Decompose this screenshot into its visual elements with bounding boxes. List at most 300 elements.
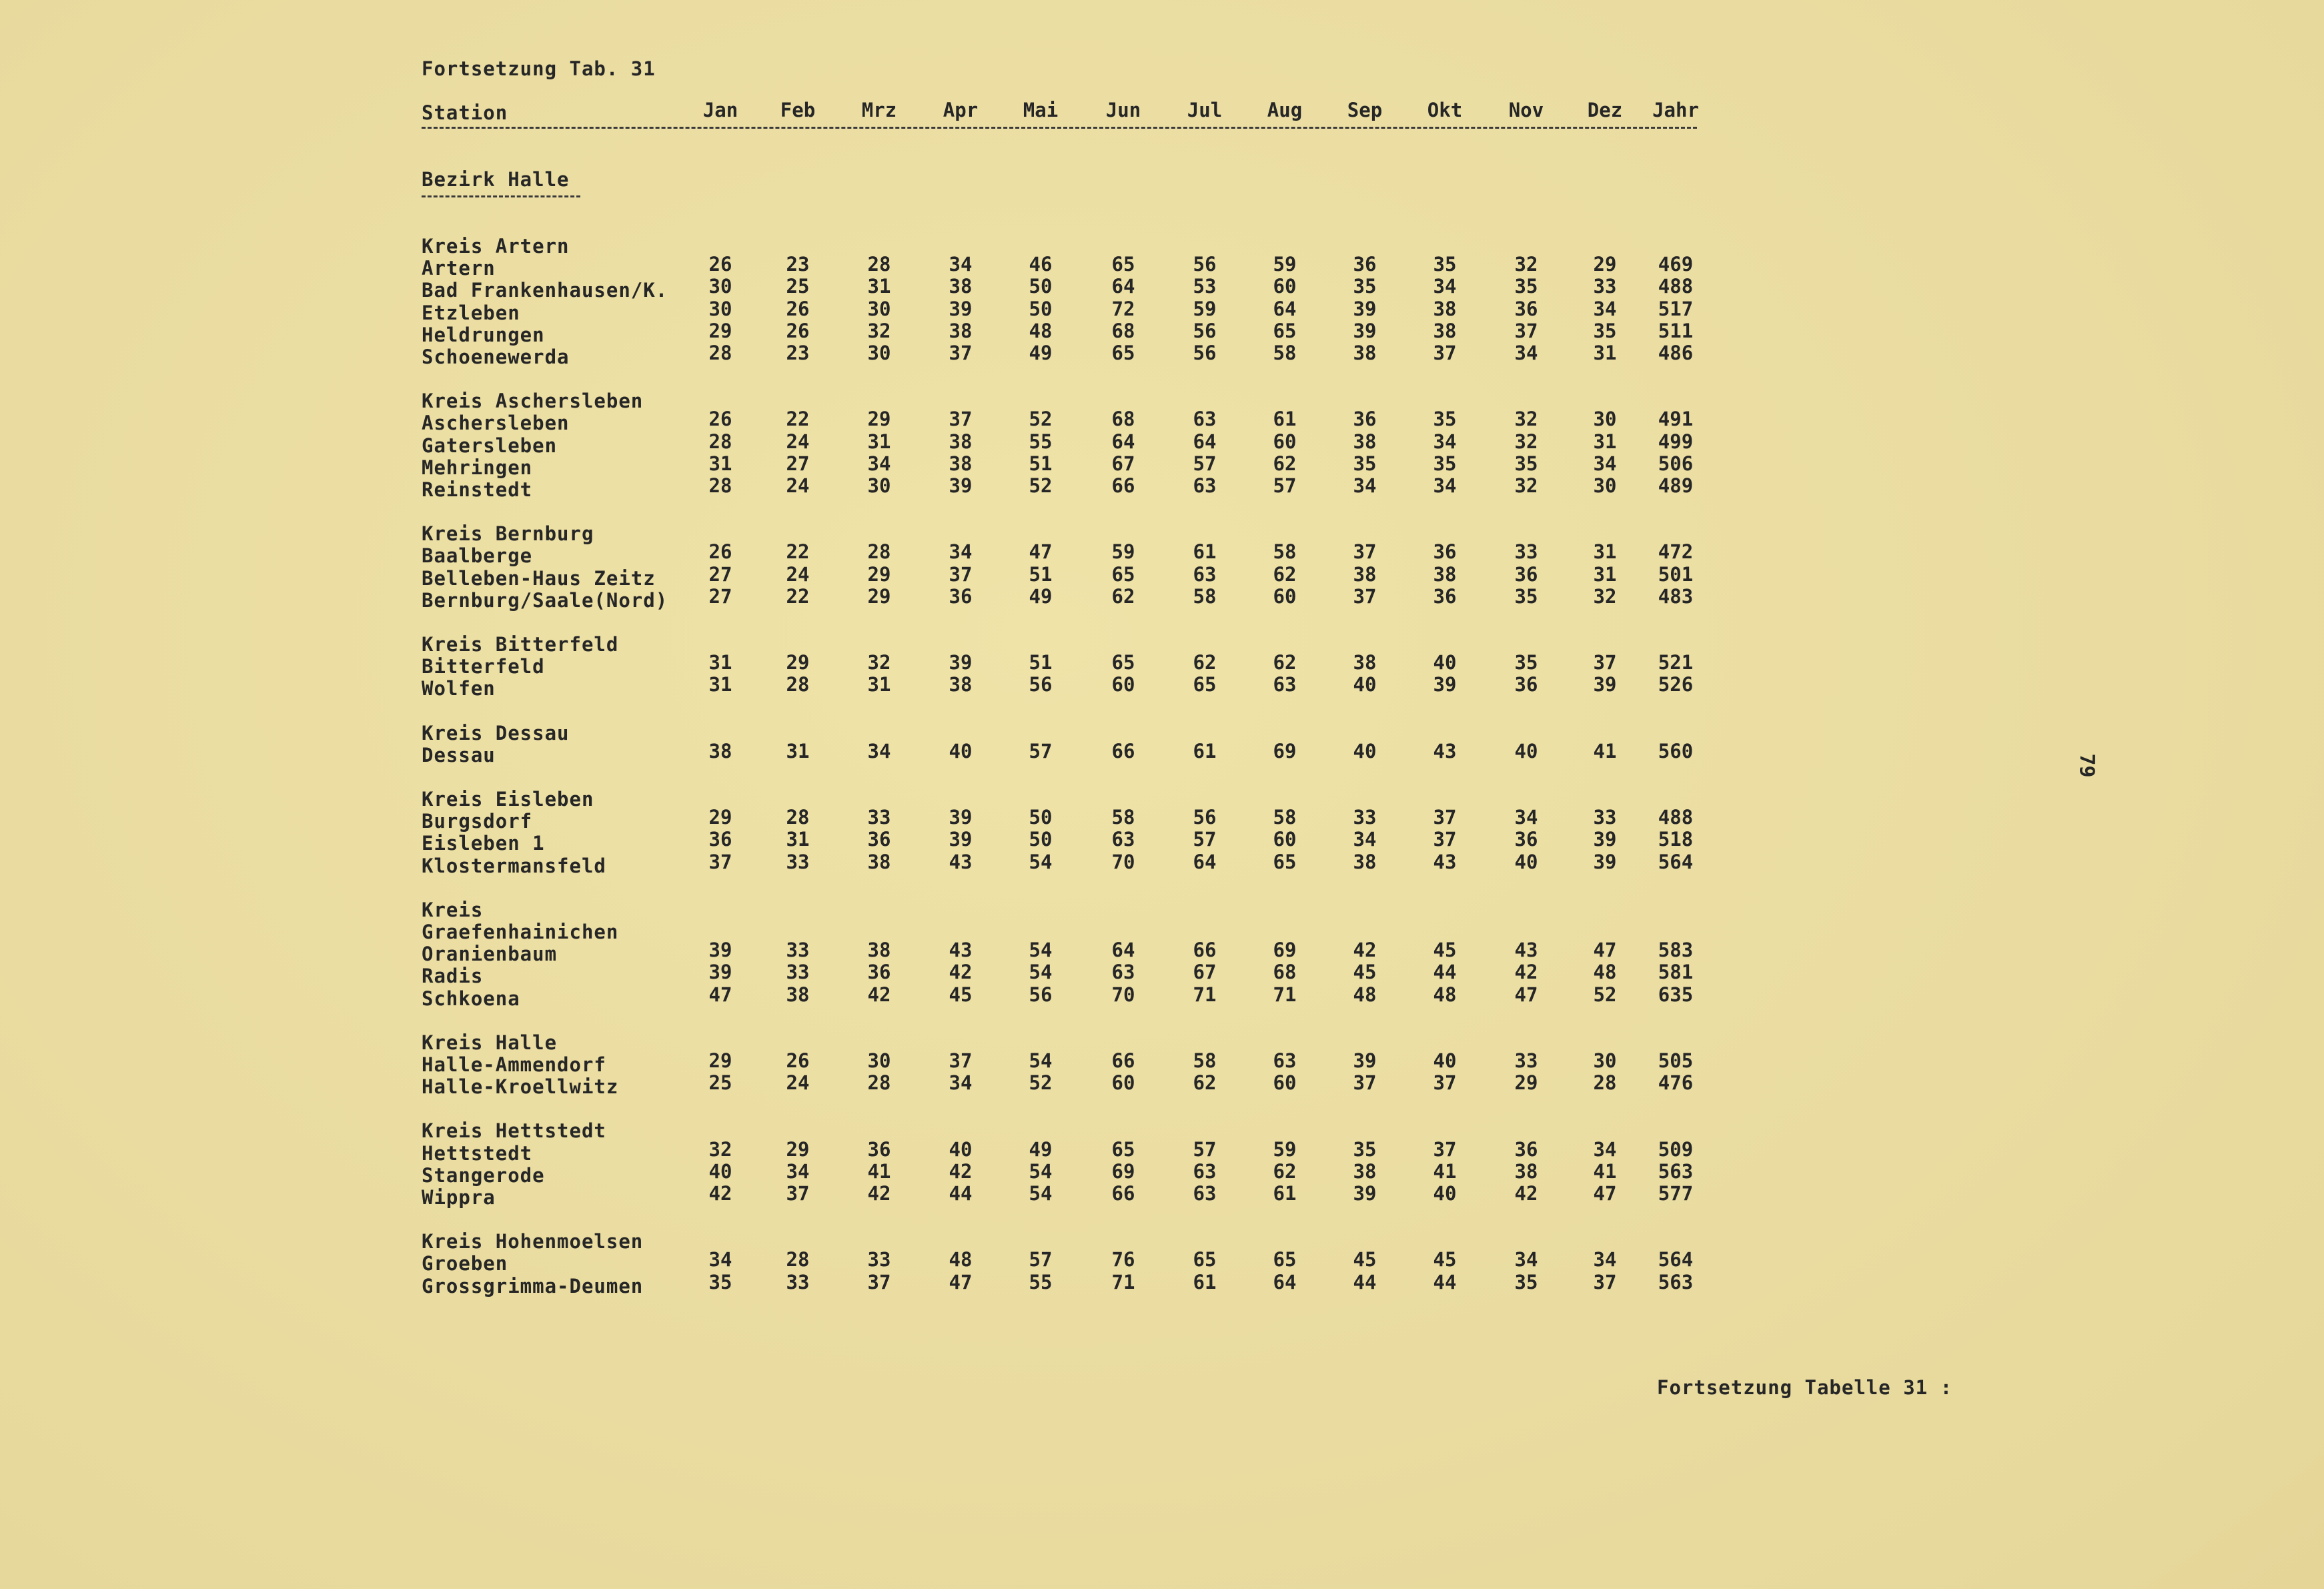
cell-jan: 28 — [708, 342, 732, 364]
cell-mai: 54 — [1029, 961, 1053, 984]
cell-mrz: 36 — [867, 1137, 891, 1161]
cell-mrz: 32 — [867, 651, 891, 674]
cell-mai: 54 — [1029, 1049, 1053, 1072]
cell-aug: 62 — [1273, 1159, 1297, 1183]
station-name: Schoenewerda — [422, 346, 570, 368]
cell-okt: 36 — [1433, 584, 1457, 608]
cell-nov: 32 — [1514, 474, 1538, 497]
cell-jul: 64 — [1193, 850, 1217, 873]
cell-nov: 36 — [1514, 673, 1538, 696]
cell-jan: 31 — [708, 452, 732, 475]
cell-dez: 29 — [1593, 253, 1617, 276]
cell-aug: 63 — [1273, 673, 1297, 696]
cell-mai: 57 — [1029, 1248, 1053, 1271]
kreis-heading: Kreis — [422, 898, 484, 921]
cell-sep: 35 — [1353, 1137, 1377, 1161]
cell-jul: 65 — [1193, 673, 1217, 696]
cell-jan: 25 — [708, 1071, 732, 1095]
cell-dez: 39 — [1593, 850, 1617, 873]
cell-jun: 70 — [1111, 850, 1135, 873]
cell-jun: 68 — [1111, 319, 1135, 342]
cell-jan: 31 — [708, 651, 732, 674]
column-header-jun: Jun — [1105, 99, 1141, 121]
cell-mai: 57 — [1029, 739, 1053, 762]
cell-aug: 60 — [1273, 1071, 1297, 1095]
cell-okt: 45 — [1433, 1248, 1457, 1271]
station-name: Mehringen — [422, 456, 533, 479]
station-name: Bad Frankenhausen/K. — [422, 279, 668, 302]
cell-dez: 37 — [1593, 651, 1617, 674]
station-name: Reinstedt — [422, 478, 533, 501]
cell-feb: 28 — [786, 673, 810, 696]
cell-mrz: 41 — [867, 1159, 891, 1183]
cell-jahr: 499 — [1658, 430, 1694, 453]
cell-jahr: 526 — [1658, 673, 1694, 696]
cell-okt: 38 — [1433, 562, 1457, 586]
cell-feb: 25 — [786, 275, 810, 298]
column-header-station: Station — [422, 101, 508, 124]
cell-aug: 63 — [1273, 1049, 1297, 1072]
cell-jahr: 501 — [1658, 562, 1694, 586]
cell-apr: 44 — [949, 1182, 973, 1205]
cell-dez: 48 — [1593, 961, 1617, 984]
cell-apr: 40 — [949, 739, 973, 762]
cell-dez: 34 — [1593, 297, 1617, 320]
cell-sep: 38 — [1353, 430, 1377, 453]
cell-nov: 37 — [1514, 319, 1538, 342]
cell-sep: 39 — [1353, 1049, 1377, 1072]
footer-note: Fortsetzung Tabelle 31 : — [1657, 1376, 1953, 1399]
cell-mrz: 32 — [867, 319, 891, 342]
cell-dez: 41 — [1593, 739, 1617, 762]
cell-aug: 62 — [1273, 562, 1297, 586]
cell-jul: 58 — [1193, 584, 1217, 608]
cell-jun: 70 — [1111, 983, 1135, 1006]
cell-aug: 58 — [1273, 806, 1297, 829]
cell-okt: 35 — [1433, 452, 1457, 475]
kreis-heading: Kreis Halle — [422, 1031, 558, 1054]
station-name: Grossgrimma-Deumen — [422, 1274, 644, 1297]
cell-jul: 56 — [1193, 342, 1217, 364]
cell-feb: 38 — [786, 983, 810, 1006]
kreis-heading: Kreis Hohenmoelsen — [422, 1230, 644, 1253]
cell-apr: 34 — [949, 253, 973, 276]
cell-mai: 51 — [1029, 651, 1053, 674]
cell-jun: 68 — [1111, 408, 1135, 431]
cell-dez: 28 — [1593, 1071, 1617, 1095]
cell-mai: 47 — [1029, 540, 1053, 564]
cell-aug: 58 — [1273, 540, 1297, 564]
cell-sep: 48 — [1353, 983, 1377, 1006]
cell-mrz: 34 — [867, 452, 891, 475]
station-name: Dessau — [422, 743, 496, 766]
station-name: Aschersleben — [422, 412, 570, 435]
cell-sep: 44 — [1353, 1270, 1377, 1293]
cell-nov: 47 — [1514, 983, 1538, 1006]
cell-jahr: 506 — [1658, 452, 1694, 475]
cell-dez: 30 — [1593, 474, 1617, 497]
cell-feb: 22 — [786, 540, 810, 564]
cell-jahr: 472 — [1658, 540, 1694, 564]
cell-jan: 31 — [708, 673, 732, 696]
cell-okt: 45 — [1433, 939, 1457, 962]
cell-mrz: 36 — [867, 961, 891, 984]
cell-dez: 47 — [1593, 939, 1617, 962]
cell-mai: 54 — [1029, 1159, 1053, 1183]
cell-aug: 71 — [1273, 983, 1297, 1006]
cell-dez: 30 — [1593, 1049, 1617, 1072]
cell-feb: 24 — [786, 562, 810, 586]
cell-nov: 35 — [1514, 651, 1538, 674]
cell-dez: 41 — [1593, 1159, 1617, 1183]
cell-sep: 37 — [1353, 1071, 1377, 1095]
cell-okt: 37 — [1433, 1071, 1457, 1095]
cell-feb: 28 — [786, 1248, 810, 1271]
column-header-feb: Feb — [780, 99, 816, 121]
cell-dez: 32 — [1593, 584, 1617, 608]
cell-jul: 63 — [1193, 408, 1217, 431]
station-name: Hettstedt — [422, 1141, 533, 1165]
cell-jul: 63 — [1193, 1159, 1217, 1183]
cell-jun: 67 — [1111, 452, 1135, 475]
station-name: Bitterfeld — [422, 655, 545, 678]
cell-sep: 45 — [1353, 961, 1377, 984]
cell-feb: 31 — [786, 739, 810, 762]
station-name: Wolfen — [422, 677, 496, 700]
kreis-heading: Kreis Dessau — [422, 721, 570, 744]
cell-okt: 37 — [1433, 342, 1457, 364]
kreis-heading: Graefenhainichen — [422, 921, 619, 943]
cell-okt: 36 — [1433, 540, 1457, 564]
cell-jun: 62 — [1111, 584, 1135, 608]
cell-mai: 55 — [1029, 1270, 1053, 1293]
column-header-dez: Dez — [1587, 99, 1623, 121]
column-header-mai: Mai — [1023, 99, 1059, 121]
station-name: Groeben — [422, 1252, 508, 1275]
cell-mrz: 38 — [867, 939, 891, 962]
cell-jahr: 517 — [1658, 297, 1694, 320]
cell-jul: 56 — [1193, 806, 1217, 829]
cell-aug: 61 — [1273, 1182, 1297, 1205]
cell-apr: 38 — [949, 430, 973, 453]
cell-jul: 61 — [1193, 739, 1217, 762]
cell-okt: 44 — [1433, 961, 1457, 984]
cell-aug: 64 — [1273, 1270, 1297, 1293]
cell-apr: 39 — [949, 651, 973, 674]
cell-aug: 62 — [1273, 651, 1297, 674]
cell-okt: 34 — [1433, 275, 1457, 298]
cell-jun: 63 — [1111, 961, 1135, 984]
cell-nov: 38 — [1514, 1159, 1538, 1183]
cell-apr: 34 — [949, 540, 973, 564]
station-name: Oranienbaum — [422, 943, 558, 966]
cell-nov: 33 — [1514, 540, 1538, 564]
cell-dez: 31 — [1593, 562, 1617, 586]
cell-jahr: 581 — [1658, 961, 1694, 984]
cell-jahr: 564 — [1658, 850, 1694, 873]
cell-jun: 58 — [1111, 806, 1135, 829]
cell-nov: 36 — [1514, 562, 1538, 586]
cell-apr: 39 — [949, 828, 973, 851]
station-name: Belleben-Haus Zeitz — [422, 566, 656, 590]
kreis-heading: Kreis Eisleben — [422, 788, 594, 811]
cell-jahr: 563 — [1658, 1159, 1694, 1183]
cell-sep: 35 — [1353, 275, 1377, 298]
cell-okt: 41 — [1433, 1159, 1457, 1183]
cell-apr: 40 — [949, 1137, 973, 1161]
cell-sep: 39 — [1353, 319, 1377, 342]
cell-feb: 29 — [786, 1137, 810, 1161]
cell-okt: 35 — [1433, 408, 1457, 431]
cell-jan: 35 — [708, 1270, 732, 1293]
cell-mai: 54 — [1029, 850, 1053, 873]
station-name: Halle-Kroellwitz — [422, 1075, 619, 1099]
cell-jahr: 469 — [1658, 253, 1694, 276]
cell-feb: 26 — [786, 319, 810, 342]
cell-feb: 33 — [786, 1270, 810, 1293]
kreis-heading: Kreis Aschersleben — [422, 390, 644, 413]
cell-aug: 65 — [1273, 1248, 1297, 1271]
cell-okt: 34 — [1433, 430, 1457, 453]
cell-jan: 26 — [708, 253, 732, 276]
cell-jan: 40 — [708, 1159, 732, 1183]
cell-mrz: 29 — [867, 408, 891, 431]
cell-apr: 38 — [949, 673, 973, 696]
cell-feb: 22 — [786, 408, 810, 431]
cell-mai: 50 — [1029, 297, 1053, 320]
cell-dez: 35 — [1593, 319, 1617, 342]
cell-mai: 52 — [1029, 408, 1053, 431]
cell-sep: 37 — [1353, 540, 1377, 564]
cell-jahr: 560 — [1658, 739, 1694, 762]
cell-jan: 47 — [708, 983, 732, 1006]
cell-apr: 39 — [949, 474, 973, 497]
station-name: Artern — [422, 257, 496, 280]
station-name: Gatersleben — [422, 434, 558, 457]
kreis-heading: Kreis Artern — [422, 235, 570, 257]
cell-dez: 34 — [1593, 1248, 1617, 1271]
cell-mrz: 30 — [867, 1049, 891, 1072]
cell-sep: 45 — [1353, 1248, 1377, 1271]
cell-nov: 32 — [1514, 430, 1538, 453]
cell-okt: 43 — [1433, 850, 1457, 873]
cell-aug: 60 — [1273, 430, 1297, 453]
cell-nov: 40 — [1514, 739, 1538, 762]
cell-okt: 43 — [1433, 739, 1457, 762]
cell-apr: 45 — [949, 983, 973, 1006]
cell-nov: 34 — [1514, 342, 1538, 364]
cell-jul: 64 — [1193, 430, 1217, 453]
station-name: Eisleben 1 — [422, 832, 545, 855]
cell-feb: 33 — [786, 961, 810, 984]
cell-mai: 46 — [1029, 253, 1053, 276]
cell-jun: 72 — [1111, 297, 1135, 320]
cell-apr: 37 — [949, 562, 973, 586]
cell-jahr: 635 — [1658, 983, 1694, 1006]
cell-sep: 40 — [1353, 673, 1377, 696]
cell-jul: 57 — [1193, 1137, 1217, 1161]
page-number: 79 — [2075, 753, 2099, 778]
cell-aug: 59 — [1273, 1137, 1297, 1161]
cell-feb: 23 — [786, 342, 810, 364]
cell-jahr: 505 — [1658, 1049, 1694, 1072]
kreis-heading: Kreis Bitterfeld — [422, 633, 619, 656]
cell-jahr: 476 — [1658, 1071, 1694, 1095]
cell-mrz: 42 — [867, 1182, 891, 1205]
cell-dez: 39 — [1593, 828, 1617, 851]
cell-apr: 47 — [949, 1270, 973, 1293]
cell-jun: 65 — [1111, 342, 1135, 364]
cell-dez: 34 — [1593, 1137, 1617, 1161]
cell-mrz: 42 — [867, 983, 891, 1006]
cell-okt: 34 — [1433, 474, 1457, 497]
cell-okt: 37 — [1433, 806, 1457, 829]
cell-mai: 51 — [1029, 452, 1053, 475]
cell-okt: 38 — [1433, 297, 1457, 320]
cell-jan: 32 — [708, 1137, 732, 1161]
cell-mai: 56 — [1029, 983, 1053, 1006]
cell-dez: 52 — [1593, 983, 1617, 1006]
cell-apr: 38 — [949, 452, 973, 475]
cell-sep: 34 — [1353, 474, 1377, 497]
cell-nov: 29 — [1514, 1071, 1538, 1095]
cell-feb: 26 — [786, 1049, 810, 1072]
cell-nov: 36 — [1514, 297, 1538, 320]
cell-nov: 34 — [1514, 806, 1538, 829]
cell-mrz: 30 — [867, 474, 891, 497]
cell-nov: 32 — [1514, 253, 1538, 276]
cell-sep: 42 — [1353, 939, 1377, 962]
cell-aug: 65 — [1273, 850, 1297, 873]
cell-nov: 35 — [1514, 275, 1538, 298]
cell-jahr: 486 — [1658, 342, 1694, 364]
cell-jahr: 577 — [1658, 1182, 1694, 1205]
cell-nov: 32 — [1514, 408, 1538, 431]
cell-aug: 65 — [1273, 319, 1297, 342]
cell-jahr: 488 — [1658, 806, 1694, 829]
cell-mai: 54 — [1029, 1182, 1053, 1205]
cell-nov: 43 — [1514, 939, 1538, 962]
cell-jul: 53 — [1193, 275, 1217, 298]
cell-apr: 37 — [949, 1049, 973, 1072]
cell-apr: 39 — [949, 806, 973, 829]
cell-sep: 39 — [1353, 297, 1377, 320]
cell-feb: 28 — [786, 806, 810, 829]
kreis-heading: Kreis Bernburg — [422, 522, 594, 546]
cell-mai: 50 — [1029, 806, 1053, 829]
cell-apr: 42 — [949, 1159, 973, 1183]
cell-apr: 43 — [949, 850, 973, 873]
cell-mrz: 28 — [867, 1071, 891, 1095]
station-name: Burgsdorf — [422, 810, 533, 833]
column-header-sep: Sep — [1347, 99, 1383, 121]
cell-jun: 60 — [1111, 1071, 1135, 1095]
cell-okt: 37 — [1433, 828, 1457, 851]
cell-jan: 28 — [708, 430, 732, 453]
cell-jahr: 489 — [1658, 474, 1694, 497]
cell-mrz: 29 — [867, 562, 891, 586]
cell-nov: 35 — [1514, 452, 1538, 475]
cell-jahr: 521 — [1658, 651, 1694, 674]
cell-sep: 34 — [1353, 828, 1377, 851]
cell-mai: 55 — [1029, 430, 1053, 453]
cell-mrz: 28 — [867, 540, 891, 564]
cell-jan: 29 — [708, 1049, 732, 1072]
cell-mrz: 36 — [867, 828, 891, 851]
cell-jul: 57 — [1193, 828, 1217, 851]
cell-aug: 69 — [1273, 939, 1297, 962]
cell-jan: 34 — [708, 1248, 732, 1271]
cell-aug: 68 — [1273, 961, 1297, 984]
cell-apr: 39 — [949, 297, 973, 320]
cell-jan: 29 — [708, 319, 732, 342]
cell-mai: 49 — [1029, 1137, 1053, 1161]
cell-okt: 40 — [1433, 1182, 1457, 1205]
cell-dez: 37 — [1593, 1270, 1617, 1293]
cell-feb: 23 — [786, 253, 810, 276]
cell-jun: 65 — [1111, 253, 1135, 276]
cell-jul: 56 — [1193, 319, 1217, 342]
cell-mrz: 31 — [867, 430, 891, 453]
cell-jul: 62 — [1193, 651, 1217, 674]
cell-aug: 62 — [1273, 452, 1297, 475]
cell-sep: 33 — [1353, 806, 1377, 829]
cell-dez: 39 — [1593, 673, 1617, 696]
cell-jun: 65 — [1111, 1137, 1135, 1161]
cell-mrz: 34 — [867, 739, 891, 762]
cell-nov: 35 — [1514, 1270, 1538, 1293]
cell-okt: 37 — [1433, 1137, 1457, 1161]
cell-jul: 67 — [1193, 961, 1217, 984]
cell-mrz: 33 — [867, 1248, 891, 1271]
cell-mai: 56 — [1029, 673, 1053, 696]
cell-jul: 65 — [1193, 1248, 1217, 1271]
cell-jul: 63 — [1193, 562, 1217, 586]
cell-jahr: 509 — [1658, 1137, 1694, 1161]
cell-okt: 39 — [1433, 673, 1457, 696]
cell-jun: 65 — [1111, 651, 1135, 674]
cell-jan: 27 — [708, 562, 732, 586]
cell-jahr: 488 — [1658, 275, 1694, 298]
cell-aug: 57 — [1273, 474, 1297, 497]
cell-jul: 63 — [1193, 474, 1217, 497]
cell-dez: 33 — [1593, 275, 1617, 298]
cell-feb: 31 — [786, 828, 810, 851]
cell-mai: 49 — [1029, 342, 1053, 364]
cell-jan: 30 — [708, 275, 732, 298]
station-name: Schkoena — [422, 987, 520, 1010]
cell-feb: 37 — [786, 1182, 810, 1205]
cell-jun: 66 — [1111, 474, 1135, 497]
cell-jun: 66 — [1111, 739, 1135, 762]
cell-mai: 50 — [1029, 828, 1053, 851]
cell-dez: 34 — [1593, 452, 1617, 475]
column-header-mrz: Mrz — [861, 99, 897, 121]
cell-apr: 48 — [949, 1248, 973, 1271]
cell-mrz: 28 — [867, 253, 891, 276]
cell-dez: 47 — [1593, 1182, 1617, 1205]
cell-sep: 36 — [1353, 408, 1377, 431]
cell-jun: 66 — [1111, 1182, 1135, 1205]
cell-okt: 48 — [1433, 983, 1457, 1006]
column-header-jul: Jul — [1187, 99, 1223, 121]
cell-mai: 52 — [1029, 474, 1053, 497]
cell-jul: 61 — [1193, 1270, 1217, 1293]
cell-jun: 71 — [1111, 1270, 1135, 1293]
cell-jun: 64 — [1111, 939, 1135, 962]
cell-aug: 60 — [1273, 828, 1297, 851]
cell-jul: 56 — [1193, 253, 1217, 276]
